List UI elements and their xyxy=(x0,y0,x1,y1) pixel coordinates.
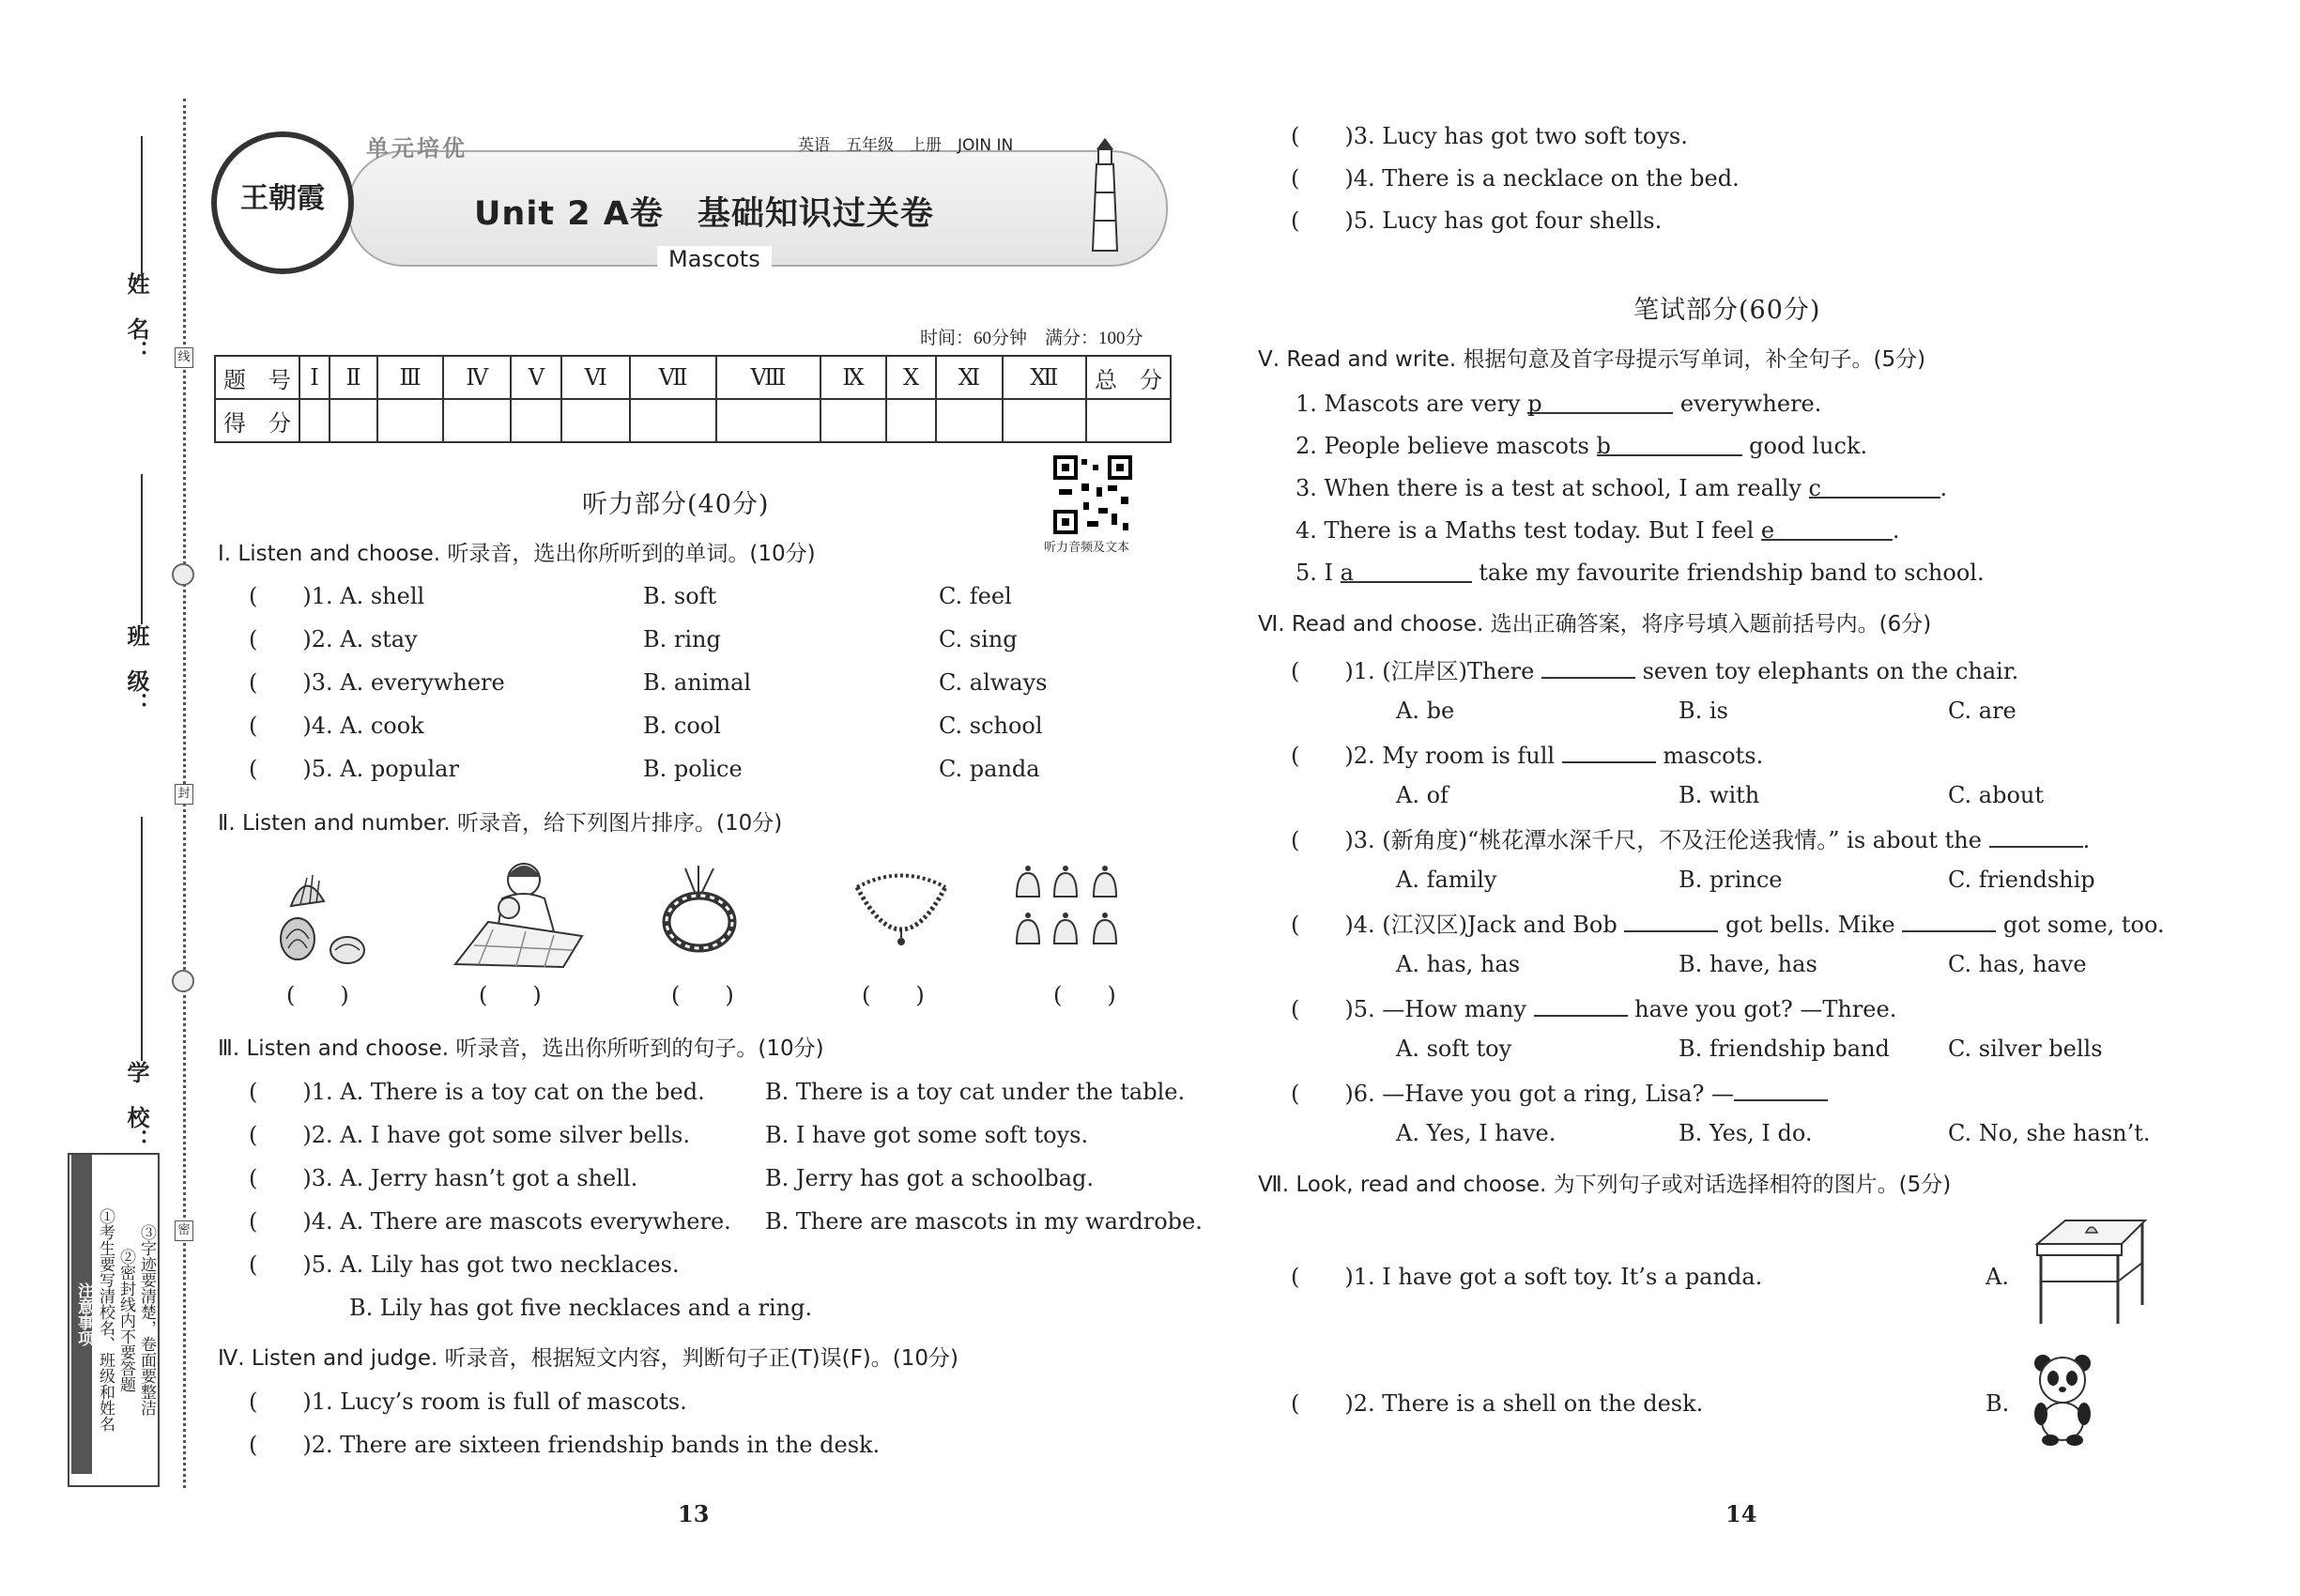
part5-title: Ⅴ. Read and write. 根据句意及首字母提示写单词，补全句子。(5分) xyxy=(1258,347,1926,372)
part6-q6-blank xyxy=(1734,1077,1828,1101)
part2-bracket-4[interactable]: ( ) xyxy=(862,982,925,1008)
score-cell[interactable] xyxy=(377,399,443,442)
part6-q6-a: A. Yes, I have. xyxy=(1396,1120,1556,1146)
part6-q4-a: A. has, has xyxy=(1396,951,1521,977)
part6-q4-blank1 xyxy=(1624,908,1718,932)
part3-q2-b: B. I have got some soft toys. xyxy=(765,1122,1089,1148)
part1-q3-c: C. always xyxy=(939,669,1048,696)
score-row2-label: 得 分 xyxy=(215,399,299,442)
part6-q1-text: ( )1. (江岸区)There xyxy=(1291,658,1541,684)
part6-q5-blank xyxy=(1534,992,1628,1017)
part2-bracket-5[interactable]: ( ) xyxy=(1053,982,1116,1008)
score-col-11: Ⅺ xyxy=(936,356,1002,399)
part4-q5[interactable]: ( )5. Lucy has got four shells. xyxy=(1291,207,1663,234)
part5-q5-post: take my favourite friendship band to school. xyxy=(1471,560,1985,586)
part6-q4-mid: got bells. Mike xyxy=(1718,912,1903,938)
part6-q4[interactable] xyxy=(1291,908,2165,939)
part1-q3-b: B. animal xyxy=(643,669,752,696)
part4-q2[interactable]: ( )2. There are sixteen friendship bands in the desk. xyxy=(249,1432,881,1458)
score-cell[interactable] xyxy=(443,399,511,442)
score-col-1: Ⅰ xyxy=(299,356,330,399)
note-3: ③字迹要清楚，卷面要整洁 xyxy=(137,1224,156,1416)
lighthouse-icon xyxy=(1089,136,1121,253)
part6-q3-post: . xyxy=(2082,827,2091,853)
part7-title: Ⅶ. Look, read and choose. 为下列句子或对话选择相符的图片。(5分) xyxy=(1258,1173,1952,1197)
part1-q4-c: C. school xyxy=(939,713,1043,739)
part6-q2-a: A. of xyxy=(1396,782,1449,808)
part1-q1-b: B. soft xyxy=(643,583,717,609)
silver-bells-icon xyxy=(1009,859,1127,953)
part2-bracket-3[interactable]: ( ) xyxy=(671,982,734,1008)
part7-opt-a: A. xyxy=(1986,1264,2009,1290)
part2-bracket-2[interactable]: ( ) xyxy=(479,982,542,1008)
cut-mark-mi: 密 xyxy=(175,1220,193,1241)
part2-bracket-1[interactable]: ( ) xyxy=(286,982,349,1008)
part5-q2-letter: b xyxy=(1596,433,1611,459)
part5-q2-text: 2. People believe mascots xyxy=(1296,433,1597,459)
name-label: 姓 名： xyxy=(123,272,150,362)
part6-q2-c: C. about xyxy=(1948,782,2044,808)
part6-q6-b: B. Yes, I do. xyxy=(1679,1120,1813,1146)
part5-q3 xyxy=(1296,474,1947,502)
score-cell[interactable] xyxy=(561,399,630,442)
part5-q1-letter: p xyxy=(1527,391,1542,417)
part7-opt-b: B. xyxy=(1986,1390,2010,1417)
part5-q2 xyxy=(1296,432,1867,460)
part6-q5[interactable] xyxy=(1291,992,1896,1023)
score-col-7: Ⅶ xyxy=(630,356,716,399)
name-line[interactable] xyxy=(141,136,143,277)
score-cell[interactable] xyxy=(1086,399,1171,442)
part6-q2-blank xyxy=(1562,739,1656,763)
part4-q1[interactable]: ( )1. Lucy’s room is full of mascots. xyxy=(249,1389,687,1415)
part6-q3-c: C. friendship xyxy=(1948,867,2095,893)
page-number-right: 14 xyxy=(1725,1500,1757,1527)
part6-q4-c: C. has, have xyxy=(1948,951,2087,977)
part1-q4-b: B. cool xyxy=(643,713,721,739)
score-row1-label: 题 号 xyxy=(215,356,299,399)
part2-title: Ⅱ. Listen and number. 听录音，给下列图片排序。(10分) xyxy=(218,811,783,836)
part6-q5-a: A. soft toy xyxy=(1396,1036,1512,1062)
part7-q2[interactable]: ( )2. There is a shell on the desk. xyxy=(1291,1390,1704,1417)
class-line[interactable] xyxy=(141,474,143,624)
part3-q5-b: B. Lily has got five necklaces and a ring. xyxy=(349,1295,813,1321)
part6-q5-post: have you got? —Three. xyxy=(1627,996,1897,1022)
part6-q2-b: B. with xyxy=(1679,782,1760,808)
brand-logo xyxy=(211,131,354,274)
part5-q3-blank[interactable] xyxy=(1809,474,1940,499)
page-number-left: 13 xyxy=(678,1500,710,1527)
part6-q1[interactable] xyxy=(1291,654,2018,685)
part4-title: Ⅳ. Listen and judge. 听录音，根据短文内容，判断句子正(T)误(F)。(10分) xyxy=(218,1346,958,1371)
score-col-total: 总 分 xyxy=(1086,356,1171,399)
part5-q5 xyxy=(1296,559,1985,587)
part1-q5[interactable]: ( )5. A. popular xyxy=(249,756,459,782)
part3-title: Ⅲ. Listen and choose. 听录音，选出你所听到的句子。(10分) xyxy=(218,1036,824,1061)
part6-q4-blank2 xyxy=(1902,908,1996,932)
part6-q2-text: ( )2. My room is full xyxy=(1291,743,1562,769)
note-2: ②密封线内不要答题 xyxy=(116,1248,135,1392)
part3-q5-a[interactable]: ( )5. A. Lily has got two necklaces. xyxy=(249,1251,680,1278)
part3-q1-a[interactable]: ( )1. A. There is a toy cat on the bed. xyxy=(249,1079,705,1105)
score-cell[interactable] xyxy=(630,399,716,442)
part1-q5-c: C. panda xyxy=(939,756,1040,782)
part5-q3-text: 3. When there is a test at school, I am really xyxy=(1296,475,1809,501)
part6-q5-c: C. silver bells xyxy=(1948,1036,2103,1062)
part5-q3-letter: c xyxy=(1808,475,1821,501)
score-col-3: Ⅲ xyxy=(377,356,443,399)
part5-q1-post: everywhere. xyxy=(1673,391,1822,417)
necklace-icon xyxy=(850,868,953,953)
part5-q1-blank[interactable] xyxy=(1527,390,1673,417)
score-col-5: Ⅴ xyxy=(511,356,561,399)
girl-with-soft-toy-icon xyxy=(451,856,587,969)
part3-q1-b: B. There is a toy cat under the table. xyxy=(765,1079,1186,1105)
part5-q2-post: good luck. xyxy=(1741,433,1868,459)
qr-caption: 听力音频及文本 xyxy=(1044,541,1130,555)
part3-q4-b: B. There are mascots in my wardrobe. xyxy=(765,1208,1203,1235)
part5-q4 xyxy=(1296,516,1900,545)
part6-q3[interactable] xyxy=(1291,823,2090,854)
score-cell[interactable] xyxy=(820,399,886,442)
part6-q1-b: B. is xyxy=(1679,698,1728,724)
part6-q3-text: ( )3. (新角度)“桃花潭水深千尺，不及汪伦送我情。” is about the xyxy=(1291,827,1989,853)
part6-q6[interactable] xyxy=(1291,1077,1828,1108)
class-label: 班 级： xyxy=(123,624,150,714)
part6-q3-b: B. prince xyxy=(1679,867,1783,893)
score-col-10: Ⅹ xyxy=(886,356,936,399)
part6-q2[interactable] xyxy=(1291,739,1763,770)
punch-hole-icon xyxy=(172,970,194,992)
score-cell[interactable] xyxy=(1003,399,1087,442)
part5-q4-blank[interactable] xyxy=(1760,516,1893,544)
part5-q1 xyxy=(1296,390,1821,418)
score-cell[interactable] xyxy=(330,399,377,442)
notes-title: 注意事项 xyxy=(71,1155,92,1474)
part6-q4-text: ( )4. (江汉区)Jack and Bob xyxy=(1291,912,1625,938)
cut-mark-feng: 封 xyxy=(175,784,193,805)
part6-q6-c: C. No, she hasn’t. xyxy=(1948,1120,2151,1146)
part6-q1-c: C. are xyxy=(1948,698,2016,724)
note-1: ①考生要写清校名、班级和姓名 xyxy=(96,1208,115,1432)
writing-title: 笔试部分(60分) xyxy=(1633,296,1821,325)
part5-q5-text: 5. I xyxy=(1296,560,1341,586)
logo-text: 王朝霞 xyxy=(240,182,325,215)
cut-mark-xian: 线 xyxy=(175,347,193,368)
shells-icon xyxy=(268,864,371,967)
score-cell[interactable] xyxy=(936,399,1002,442)
series-label: 单元培优 xyxy=(366,135,468,161)
course-meta: 英语 五年级 上册 JOIN IN xyxy=(798,136,1014,155)
score-header-row xyxy=(215,356,1171,399)
part1-q4[interactable]: ( )4. A. cook xyxy=(249,713,424,739)
part1-q3[interactable]: ( )3. A. everywhere xyxy=(249,669,505,696)
page-subtitle: Mascots xyxy=(657,246,772,272)
page-title: Unit 2 A卷 基础知识过关卷 xyxy=(474,195,934,233)
part1-q2-b: B. ring xyxy=(643,626,721,652)
part5-q3-post: . xyxy=(1940,475,1948,501)
school-label: 学 校： xyxy=(123,1061,150,1151)
part3-q3-b: B. Jerry has got a schoolbag. xyxy=(765,1165,1095,1191)
part5-q4-letter: e xyxy=(1760,517,1775,544)
part5-q1-text: 1. Mascots are very xyxy=(1296,391,1528,417)
part3-q3-a[interactable]: ( )3. A. Jerry hasn’t got a shell. xyxy=(249,1165,638,1191)
part6-q3-a: A. family xyxy=(1396,867,1497,893)
score-col-6: Ⅵ xyxy=(561,356,630,399)
school-line[interactable] xyxy=(141,817,143,1061)
part6-q4-b: B. have, has xyxy=(1679,951,1817,977)
part1-q5-b: B. police xyxy=(643,756,743,782)
part6-q4-post: got some, too. xyxy=(1996,912,2165,938)
part7-q1[interactable]: ( )1. I have got a soft toy. It’s a panda. xyxy=(1291,1264,1763,1290)
listening-title: 听力部分(40分) xyxy=(582,490,770,519)
part6-q1-post: seven toy elephants on the chair. xyxy=(1634,658,2019,684)
part6-q1-a: A. be xyxy=(1396,698,1455,724)
score-col-9: Ⅸ xyxy=(820,356,886,399)
score-col-2: Ⅱ xyxy=(330,356,377,399)
score-col-12: Ⅻ xyxy=(1003,356,1087,399)
part5-q5-blank[interactable] xyxy=(1340,559,1472,586)
panda-icon xyxy=(2030,1352,2095,1446)
score-table xyxy=(214,355,1172,443)
part6-q1-blank xyxy=(1541,654,1635,679)
part5-q2-blank[interactable] xyxy=(1596,432,1742,459)
part4-q3[interactable]: ( )3. Lucy has got two soft toys. xyxy=(1291,123,1688,149)
time-score: 时间：60分钟 满分：100分 xyxy=(920,329,1143,348)
part6-q3-blank xyxy=(1989,823,2083,848)
part6-q2-post: mascots. xyxy=(1655,743,1764,769)
part6-title: Ⅵ. Read and choose. 选出正确答案，将序号填入题前括号内。(6分) xyxy=(1258,612,1932,637)
friendship-band-icon xyxy=(657,864,742,962)
part1-title: Ⅰ. Listen and choose. 听录音，选出你所听到的单词。(10分) xyxy=(218,542,816,566)
part3-q4-a[interactable]: ( )4. A. There are mascots everywhere. xyxy=(249,1208,731,1235)
part6-q5-text: ( )5. —How many xyxy=(1291,996,1534,1022)
notes-box xyxy=(68,1153,160,1487)
part3-q2-a[interactable]: ( )2. A. I have got some silver bells. xyxy=(249,1122,690,1148)
punch-hole-icon xyxy=(172,563,194,586)
part6-q6-text: ( )6. —Have you got a ring, Lisa? — xyxy=(1291,1081,1734,1107)
qr-code-icon[interactable] xyxy=(1053,455,1132,534)
score-cell[interactable] xyxy=(511,399,561,442)
part5-q4-post: . xyxy=(1892,517,1900,544)
part5-q4-text: 4. There is a Maths test today. But I feel xyxy=(1296,517,1761,544)
score-col-4: Ⅳ xyxy=(443,356,511,399)
part1-q1-c: C. feel xyxy=(939,583,1012,609)
part1-q1[interactable]: ( )1. A. shell xyxy=(249,583,425,609)
score-cell[interactable] xyxy=(299,399,330,442)
desk-with-shell-icon xyxy=(2028,1216,2150,1328)
part5-q5-letter: a xyxy=(1340,560,1354,586)
score-col-8: Ⅷ xyxy=(716,356,820,399)
score-cell[interactable] xyxy=(886,399,936,442)
part6-q5-b: B. friendship band xyxy=(1679,1036,1890,1062)
part4-q4[interactable]: ( )4. There is a necklace on the bed. xyxy=(1291,165,1740,192)
part1-q2-c: C. sing xyxy=(939,626,1018,652)
score-cell[interactable] xyxy=(716,399,820,442)
part1-q2[interactable]: ( )2. A. stay xyxy=(249,626,418,652)
score-value-row xyxy=(215,399,1171,442)
